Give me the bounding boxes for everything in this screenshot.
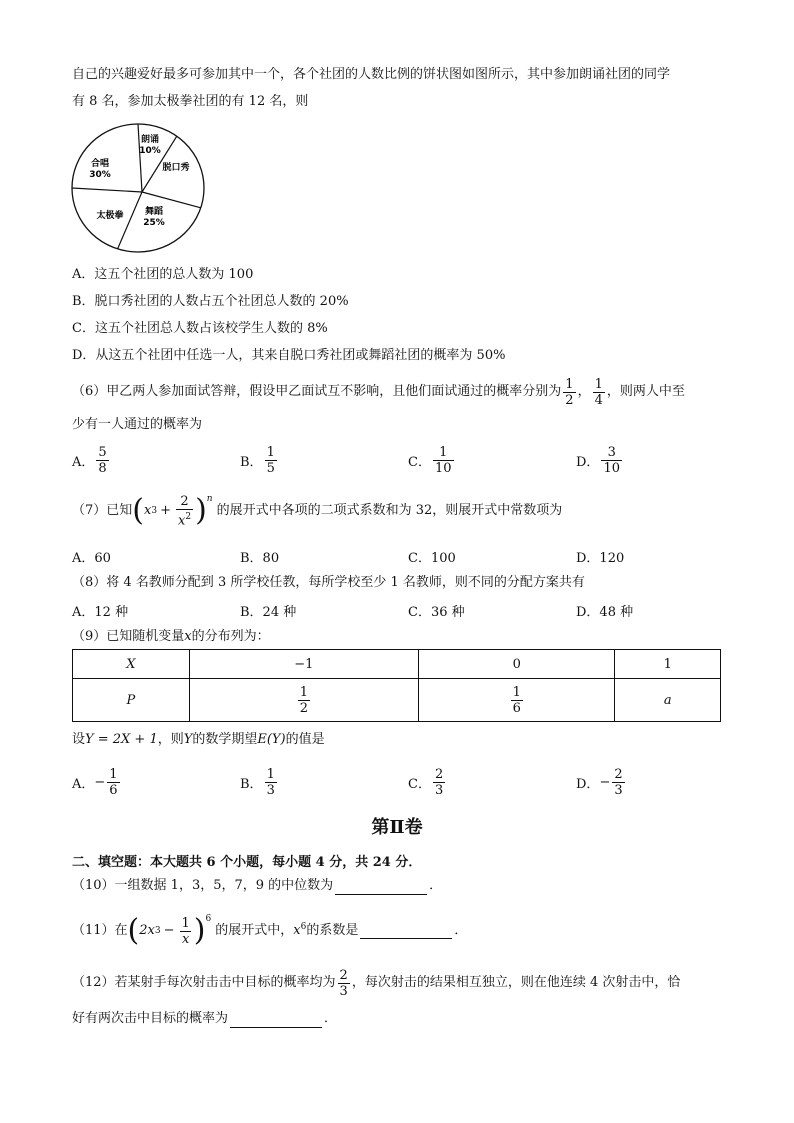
q9-after-c: 的数学期望 <box>192 732 258 747</box>
q7-stem <box>72 488 562 534</box>
q6-option-d-num: 3 <box>607 444 616 460</box>
q6-prob-2 <box>593 377 605 408</box>
q12-stem <box>72 963 680 1003</box>
q12-line-2 <box>72 1010 337 1028</box>
q5-option-d: D．从这五个社团中任选一人，其来自脱口秀社团或舞蹈社团的概率为 50% <box>72 348 506 363</box>
q7-frac-den-pow: 2 <box>185 511 192 522</box>
q7-expr-plus: + <box>160 503 171 518</box>
q6-text-b: ，则两人中至 <box>606 384 685 399</box>
q9-stem <box>72 628 270 646</box>
q6-option-c-num: 1 <box>439 444 448 460</box>
answer-blank[interactable] <box>360 924 452 939</box>
q11-frac-num: 1 <box>181 915 190 931</box>
q11-mid: 的展开式中， <box>215 923 294 938</box>
q5-option-c: C．这五个社团总人数占该校学生人数的 8% <box>72 321 328 336</box>
q9-option-d-num: 2 <box>614 766 623 782</box>
q7-expr-pow: 3 <box>151 506 158 516</box>
q6-option-c-den: 10 <box>434 460 452 476</box>
q9-option-a-frac <box>107 767 119 798</box>
q10-stem <box>72 877 442 895</box>
q6-prob-2-num: 1 <box>594 376 603 392</box>
table-frac-2-den: 6 <box>512 700 521 716</box>
q11-x-pow: 6 <box>300 922 307 932</box>
q6-option-a-frac <box>96 445 108 476</box>
q7-option-d: D．120 <box>576 551 625 566</box>
answer-blank[interactable] <box>230 1013 322 1028</box>
table-cell <box>419 679 615 722</box>
q6-sep: ， <box>577 384 591 399</box>
q9-option-c-label: C． <box>408 776 431 792</box>
q9-option-a <box>72 762 122 802</box>
q7-option-c: C．100 <box>408 551 456 566</box>
q7-prefix: （7）已知 <box>72 503 133 518</box>
distribution-table <box>72 649 721 722</box>
q11-suffix: 的系数是 <box>306 923 359 938</box>
q6-prob-1-den: 2 <box>565 392 574 408</box>
q12-end: ． <box>324 1011 338 1026</box>
q6-prob-1-num: 1 <box>565 376 574 392</box>
q5-option-b: B．脱口秀社团的人数占五个社团总人数的 20% <box>72 294 349 309</box>
pie-slice-label: 合唱 <box>90 159 110 169</box>
q6-option-a <box>72 440 111 480</box>
q6-option-a-num: 5 <box>98 444 107 460</box>
table-cell: −1 <box>189 650 418 679</box>
table-frac-2-num: 1 <box>512 684 521 700</box>
q6-option-b <box>240 440 279 480</box>
q9-after-a: 设 <box>72 732 86 747</box>
q6-option-c-frac <box>433 445 454 476</box>
table-frac-1 <box>298 685 310 716</box>
intro-line-1: 自己的兴趣爱好最多可参加其中一个，各个社团的人数比例的饼状图如图所示，其中参加朗诵社团的同学 <box>72 67 671 82</box>
q9-option-b-den: 3 <box>266 782 275 798</box>
q9-option-d-den: 3 <box>614 782 623 798</box>
q6-prob-1 <box>563 377 575 408</box>
section-title: 第Ⅱ卷 <box>371 817 423 838</box>
q12-line2-text: 好有两次击中目标的概率为 <box>72 1011 229 1026</box>
q9-option-b-frac <box>265 767 277 798</box>
q6-option-c <box>408 440 456 480</box>
q9-after-d: 的值是 <box>285 732 325 747</box>
q8-option-b: B．24 种 <box>240 605 297 620</box>
q9-option-d-frac <box>612 767 624 798</box>
pie-slice-label: 脱口秀 <box>162 163 190 173</box>
pie-outline <box>72 124 204 252</box>
q6-option-b-label: B． <box>240 454 263 470</box>
q9-option-a-sign: − <box>94 774 106 790</box>
q9-option-b <box>240 762 279 802</box>
q9-option-b-num: 1 <box>266 766 275 782</box>
q12-text-a: （12）若某射手每次射击击中目标的概率均为 <box>72 975 336 990</box>
table-cell: 0 <box>419 650 615 679</box>
q6-option-d <box>576 440 624 480</box>
section-heading: 二、填空题：本大题共 6 个小题，每小题 4 分，共 24 分． <box>72 855 422 870</box>
pie-chart <box>68 120 208 256</box>
table-cell: P <box>73 679 190 722</box>
q7-frac <box>176 494 193 528</box>
q9-after-b: ，则 <box>157 732 184 747</box>
q7-paren-right: ) <box>195 493 207 528</box>
q7-expr-n: n <box>206 494 213 504</box>
q9-option-a-num: 1 <box>109 766 118 782</box>
table-cell <box>189 679 418 722</box>
q11-paren-right: ) <box>193 913 206 948</box>
q9-option-c-frac <box>433 767 445 798</box>
q11-end: ． <box>454 923 468 938</box>
q9-after-text <box>72 731 325 749</box>
q10-text: （10）一组数据 1，3，5，7，9 的中位数为 <box>72 878 334 893</box>
q11-stem <box>72 908 467 954</box>
q8-stem: （8）将 4 名教师分配到 3 所学校任教，每所学校至少 1 名教师，则不同的分配方案共有 <box>72 575 585 590</box>
q9-after-y: Y <box>183 732 193 747</box>
q6-option-b-frac <box>265 445 277 476</box>
q7-expr-x: x <box>144 503 152 518</box>
q6-option-a-label: A． <box>72 454 95 470</box>
q6-option-d-den: 10 <box>603 460 620 476</box>
q8-option-d: D．48 种 <box>576 605 634 620</box>
q11-paren-left: ( <box>127 913 140 948</box>
q7-option-b: B．80 <box>240 551 280 566</box>
q9-text-b: 的分布列为： <box>191 629 270 644</box>
q12-frac-den: 3 <box>339 983 348 999</box>
pie-slice-value: 10% <box>139 146 161 156</box>
q9-option-c-den: 3 <box>434 782 444 798</box>
table-frac-2 <box>511 685 523 716</box>
q9-after-expr: Y = 2X + 1 <box>85 732 158 747</box>
table-frac-1-den: 2 <box>299 700 308 716</box>
q10-end: ． <box>429 878 443 893</box>
q9-option-a-label: A． <box>72 776 95 792</box>
q11-frac <box>180 916 192 947</box>
q9-var: x <box>184 629 192 644</box>
q6-option-b-num: 1 <box>266 444 275 460</box>
pie-slice-value: 25% <box>143 218 165 228</box>
q11-x: x <box>293 923 301 938</box>
q7-paren-left: ( <box>132 493 144 528</box>
q9-after-e: E(Y) <box>257 732 286 747</box>
q5-option-a: A．这五个社团的总人数为 100 <box>72 267 254 282</box>
q11-c-pow: 3 <box>154 926 161 936</box>
q12-text-b: ，每次射击的结果相互独立，则在他连续 4 次射击中，恰 <box>351 975 681 990</box>
q8-option-a: A．12 种 <box>72 605 129 620</box>
q7-option-a: A．60 <box>72 551 111 566</box>
q11-minus: − <box>163 923 175 938</box>
intro-line-2: 有 8 名，参加太极拳社团的有 12 名，则 <box>72 94 309 109</box>
q9-option-d-sign: − <box>599 774 611 790</box>
q6-stem <box>72 372 685 412</box>
pie-slice-label: 舞蹈 <box>144 207 164 217</box>
q6-line-2: 少有一人通过的概率为 <box>72 417 203 432</box>
q6-option-a-den: 8 <box>98 460 107 476</box>
q7-frac-den-x: x <box>177 513 186 529</box>
q11-c: 2x <box>139 923 155 938</box>
q9-option-b-label: B． <box>240 776 263 792</box>
table-frac-1-num: 1 <box>299 684 308 700</box>
q11-pow: 6 <box>205 914 212 924</box>
q9-option-c <box>408 762 447 802</box>
q12-frac-num: 2 <box>339 967 348 983</box>
table-row <box>73 650 721 679</box>
answer-blank[interactable] <box>335 880 427 895</box>
q8-option-c: C．36 种 <box>408 605 465 620</box>
q9-option-d-label: D． <box>576 776 600 792</box>
q11-frac-den: x <box>181 931 190 947</box>
table-cell: X <box>73 650 190 679</box>
table-row <box>73 679 721 722</box>
q7-frac-num: 2 <box>180 493 189 509</box>
q9-option-d <box>576 762 627 802</box>
q6-option-d-frac <box>601 445 622 476</box>
q9-option-a-den: 6 <box>109 782 118 798</box>
q12-frac <box>338 968 350 999</box>
q6-option-d-label: D． <box>576 454 600 470</box>
q6-option-c-label: C． <box>408 454 431 470</box>
pie-slice-value: 30% <box>89 170 111 180</box>
q7-suffix: 的展开式中各项的二项式系数和为 32，则展开式中常数项为 <box>216 503 563 518</box>
q11-prefix: （11）在 <box>72 923 128 938</box>
q6-option-b-den: 5 <box>266 460 275 476</box>
q6-text-a: （6）甲乙两人参加面试答辩，假设甲乙面试互不影响，且他们面试通过的概率分别为 <box>72 384 562 399</box>
pie-slice-label: 朗诵 <box>140 135 160 145</box>
q9-option-c-num: 2 <box>434 766 444 782</box>
q7-frac-den <box>176 509 193 528</box>
q9-text-a: （9）已知随机变量 <box>72 629 185 644</box>
table-cell: a <box>615 679 721 722</box>
table-cell: 1 <box>615 650 721 679</box>
pie-slice-label: 太极拳 <box>96 211 124 221</box>
q6-prob-2-den: 4 <box>594 392 603 408</box>
